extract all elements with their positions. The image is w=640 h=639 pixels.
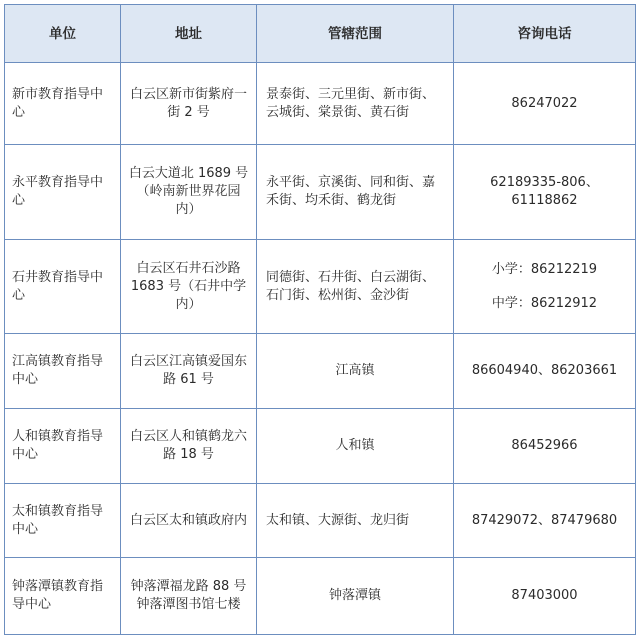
address-cell: 白云大道北 1689 号（岭南新世界花园内）	[121, 145, 257, 240]
unit-cell: 永平教育指导中心	[5, 145, 121, 240]
address-cell: 白云区石井石沙路 1683 号（石井中学内）	[121, 240, 257, 334]
table-row	[5, 558, 636, 635]
phone-middle-school: 中学：86212912	[491, 295, 598, 311]
area-cell: 景泰街、三元里街、新市街、云城街、棠景街、黄石街	[257, 63, 454, 145]
area-cell: 人和镇	[257, 409, 454, 484]
phone-cell	[454, 484, 636, 558]
phone-number: 87429072、87479680	[471, 512, 618, 528]
phone-cell	[454, 63, 636, 145]
header-area: 管辖范围	[257, 5, 454, 63]
phone-number: 86604940、86203661	[471, 363, 618, 378]
area-cell: 太和镇、大源街、龙归街	[257, 484, 454, 558]
area-cell: 同德街、石井街、白云湖街、石门街、松州街、金沙街	[257, 240, 454, 334]
area-cell: 钟落潭镇	[257, 558, 454, 635]
phone-number: 86247022	[511, 95, 578, 111]
header-phone: 咨询电话	[454, 5, 636, 63]
address-cell: 钟落潭福龙路 88 号钟落潭图书馆七楼	[121, 558, 257, 635]
unit-cell: 江高镇教育指导中心	[5, 334, 121, 409]
phone-cell	[454, 240, 636, 334]
unit-cell: 人和镇教育指导中心	[5, 409, 121, 484]
table-row	[5, 63, 636, 145]
area-cell: 永平街、京溪街、同和街、嘉禾街、均禾街、鹤龙街	[257, 145, 454, 240]
unit-cell: 钟落潭镇教育指导中心	[5, 558, 121, 635]
table-row	[5, 240, 636, 334]
address-cell: 白云区江高镇爱国东路 61 号	[121, 334, 257, 409]
phone-number: 87403000	[511, 588, 578, 603]
education-center-table	[4, 4, 636, 635]
table-row	[5, 409, 636, 484]
table-row	[5, 484, 636, 558]
phone-primary-school: 小学：86212219	[491, 261, 598, 277]
table-row	[5, 145, 636, 240]
area-cell: 江高镇	[257, 334, 454, 409]
phone-cell	[454, 409, 636, 484]
unit-cell: 新市教育指导中心	[5, 63, 121, 145]
phone-cell	[454, 334, 636, 409]
header-unit: 单位	[5, 5, 121, 63]
phone-cell	[454, 558, 636, 635]
phone-cell	[454, 145, 636, 240]
phone-number: 62189335-806、61118862	[490, 175, 599, 208]
table-header-row	[5, 5, 636, 63]
address-cell: 白云区太和镇政府内	[121, 484, 257, 558]
address-cell: 白云区人和镇鹤龙六路 18 号	[121, 409, 257, 484]
phone-number: 86452966	[511, 438, 578, 453]
unit-cell: 太和镇教育指导中心	[5, 484, 121, 558]
unit-cell: 石井教育指导中心	[5, 240, 121, 334]
header-address: 地址	[121, 5, 257, 63]
address-cell: 白云区新市街紫府一街 2 号	[121, 63, 257, 145]
table-row	[5, 334, 636, 409]
